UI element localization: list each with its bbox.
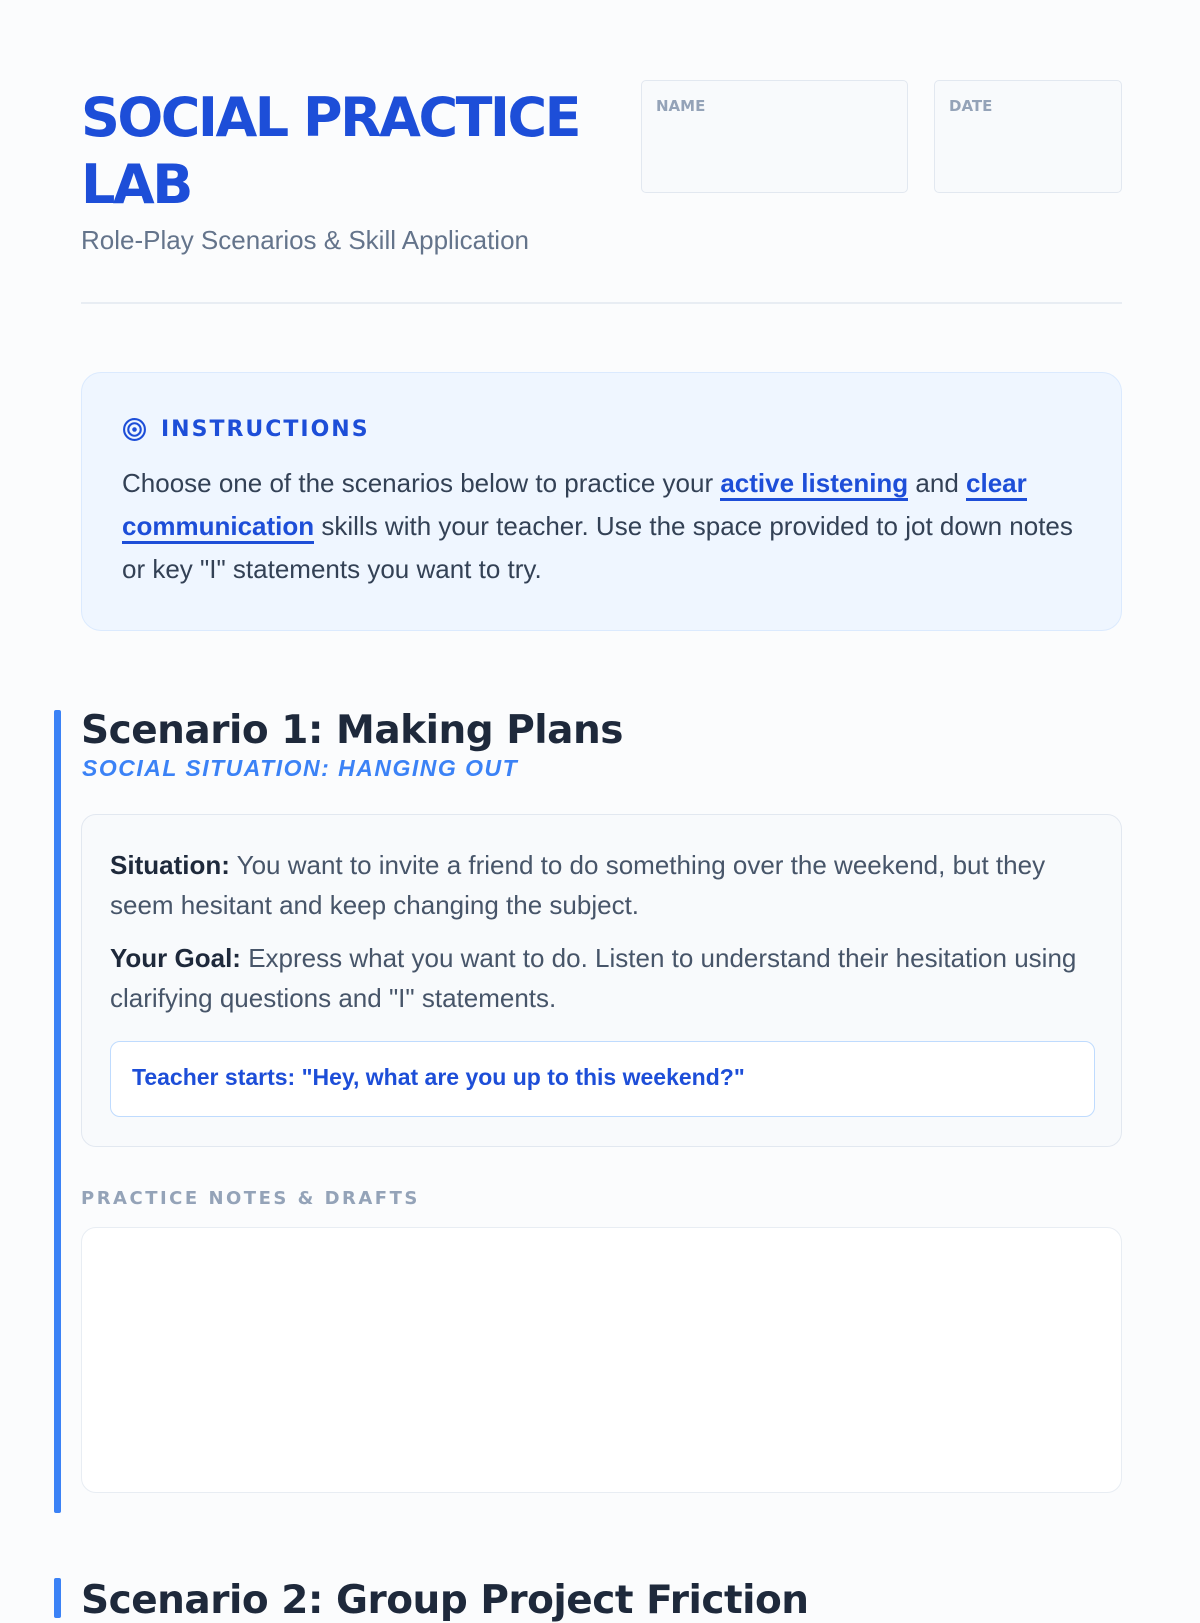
goal-text: Express what you want to do. Listen to understand their hesitation using clarifying questions and "I" statements.: [110, 943, 1077, 1013]
page-subtitle: Role-Play Scenarios & Skill Application: [81, 225, 529, 255]
highlight-clear-communication: clear communication: [122, 468, 1027, 544]
practice-notes-area[interactable]: [81, 1227, 1122, 1493]
situation-label: Situation:: [110, 850, 230, 880]
teacher-prompt: Teacher starts: "Hey, what are you up to this weekend?": [132, 1064, 745, 1090]
highlight-active-listening: active listening: [720, 468, 908, 501]
scenario-1-accent-bar: [54, 710, 61, 1513]
scenario-1-situation: [110, 845, 1095, 925]
scenario-1-tag: SOCIAL SITUATION: HANGING OUT: [82, 755, 519, 781]
scenario-1-title: Scenario 1: Making Plans: [81, 708, 623, 753]
scenario-1-card: [81, 814, 1122, 1147]
instructions-heading: [122, 415, 370, 443]
instructions-text-part: and: [908, 468, 967, 498]
instructions-text-part: skills with your teacher. Use the space provided to jot down notes or key "I" statements you want to try.: [122, 511, 1073, 584]
instructions-box: [81, 372, 1122, 631]
instructions-text-part: Choose one of the scenarios below to practice your: [122, 468, 721, 498]
instructions-text: [122, 462, 1082, 591]
goal-label: Your Goal:: [110, 943, 241, 973]
scenario-1-goal: [110, 938, 1095, 1018]
date-field[interactable]: [934, 80, 1122, 193]
scenario-2-accent-bar: [54, 1578, 61, 1618]
notes-label: PRACTICE NOTES & DRAFTS: [81, 1188, 420, 1209]
worksheet-header: [81, 80, 1122, 304]
situation-text: You want to invite a friend to do something over the weekend, but they seem hesitant and keep changing the subject.: [110, 850, 1046, 920]
teacher-prompt-box: [110, 1041, 1095, 1117]
scenario-2-title: Scenario 2: Group Project Friction: [81, 1578, 809, 1623]
instructions-title: INSTRUCTIONS: [161, 416, 370, 442]
target-icon: [122, 417, 147, 442]
date-field-label: DATE: [949, 97, 993, 115]
name-field[interactable]: [641, 80, 908, 193]
name-field-label: NAME: [656, 97, 706, 115]
page-title: SOCIAL PRACTICE LAB: [81, 86, 580, 216]
